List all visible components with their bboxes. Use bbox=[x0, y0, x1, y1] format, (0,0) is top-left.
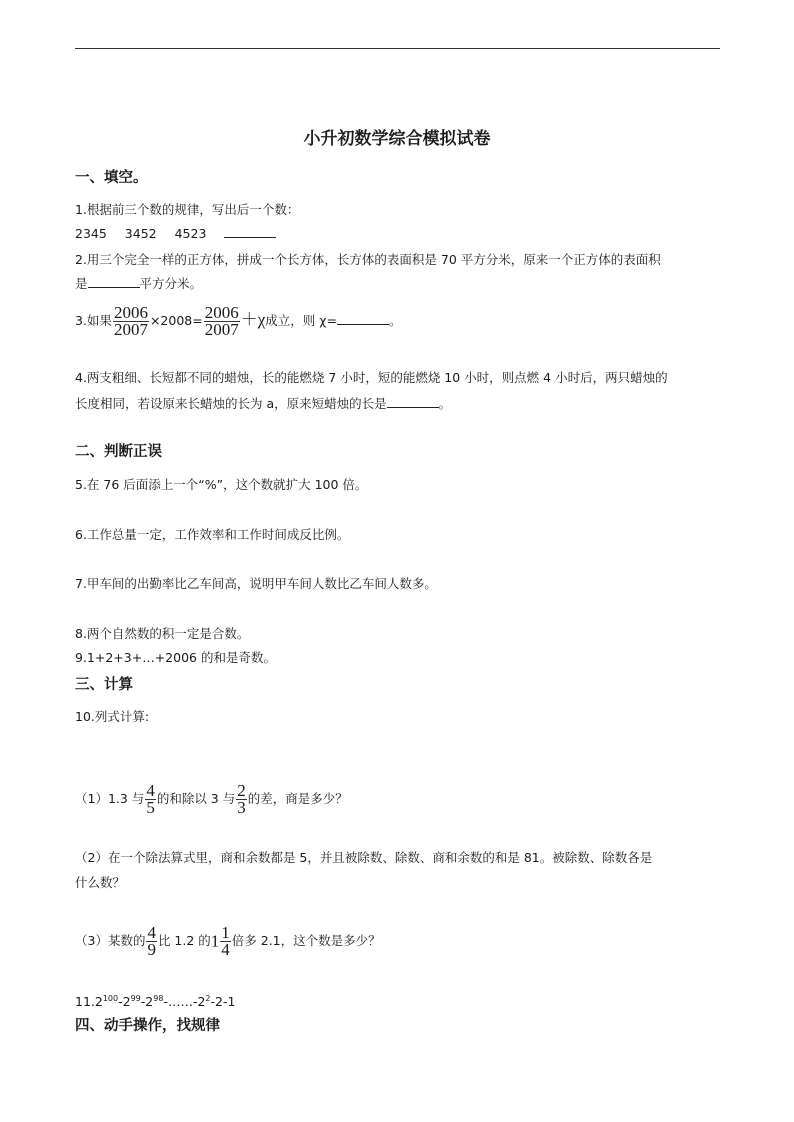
question-1: 1.根据前三个数的规律，写出后一个数： bbox=[75, 202, 300, 217]
numerator: 4 bbox=[147, 923, 156, 942]
denominator: 9 bbox=[147, 940, 156, 959]
denominator: 3 bbox=[237, 798, 246, 817]
fraction bbox=[113, 305, 149, 338]
section-4-heading: 四、动手操作，找规律 bbox=[75, 1018, 220, 1034]
plus-chi: ＋χ bbox=[240, 310, 266, 329]
section-1-heading: 一、填空。 bbox=[75, 170, 148, 186]
denominator: 2007 bbox=[113, 320, 148, 339]
fraction bbox=[146, 925, 157, 958]
question-3-prefix: 3.如果 bbox=[75, 313, 112, 328]
question-8: 8.两个自然数的积一定是合数。 bbox=[75, 626, 250, 641]
answer-blank[interactable] bbox=[88, 274, 140, 288]
q11-term: -2 bbox=[140, 994, 154, 1009]
part-1-text-c: 的差，商是多少？ bbox=[247, 791, 348, 806]
fraction bbox=[220, 925, 231, 958]
section-2-heading: 二、判断正误 bbox=[75, 444, 162, 460]
question-3 bbox=[75, 304, 723, 338]
q11-term: -2 bbox=[118, 994, 131, 1009]
q11-term: -……-2 bbox=[163, 994, 206, 1009]
part-1-text-b: 的和除以 3 与 bbox=[156, 791, 236, 806]
header-rule bbox=[75, 48, 720, 49]
question-2-line2 bbox=[75, 272, 723, 296]
question-2-text-b: 平方分米。 bbox=[139, 276, 203, 291]
question-10-part-3 bbox=[75, 925, 723, 958]
exponent: 98 bbox=[153, 994, 164, 1003]
question-11 bbox=[75, 990, 723, 1014]
question-2: 2.用三个完全一样的正方体，拼成一个长方体，长方体的表面积是 70 平方分米，原来一个正方体的表面积 bbox=[75, 252, 661, 267]
question-7: 7.甲车间的出勤率比乙车间高，说明甲车间人数比乙车间人数多。 bbox=[75, 576, 437, 591]
question-4-line2 bbox=[75, 392, 723, 416]
fraction bbox=[236, 783, 247, 816]
q11-tail: -2-1 bbox=[210, 994, 236, 1009]
part-3-text-b: 比 1.2 的 bbox=[157, 933, 211, 948]
question-3-mid: ×2008= bbox=[149, 313, 203, 328]
question-5: 5.在 76 后面添上一个“%”，这个数就扩大 100 倍。 bbox=[75, 477, 368, 492]
part-3-text-a: （3）某数的 bbox=[75, 933, 146, 948]
answer-blank[interactable] bbox=[387, 394, 439, 408]
exponent: 100 bbox=[102, 994, 119, 1003]
question-6: 6.工作总量一定，工作效率和工作时间成反比例。 bbox=[75, 527, 350, 542]
denominator: 5 bbox=[146, 798, 155, 817]
question-1-sequence bbox=[75, 222, 723, 246]
question-9: 9.1+2+3+…+2006 的和是奇数。 bbox=[75, 650, 276, 665]
denominator: 2007 bbox=[204, 320, 239, 339]
numerator: 4 bbox=[146, 781, 155, 800]
question-4-text: 长度相同，若设原来长蜡烛的长为 a，原来短蜡烛的长是 bbox=[75, 396, 387, 411]
question-4-end: 。 bbox=[438, 396, 452, 411]
question-4: 4.两支粗细、长短都不同的蜡烛，长的能燃烧 7 小时，短的能燃烧 10 小时，则点燃 4 小时后，两只蜡烛的 bbox=[75, 370, 668, 385]
numerator: 2006 bbox=[113, 303, 148, 322]
question-10-part-2-line2: 什么数？ bbox=[75, 875, 126, 890]
page-title: 小升初数学综合模拟试卷 bbox=[303, 129, 491, 149]
question-3-end: 。 bbox=[388, 313, 402, 328]
question-10-part-2: （2）在一个除法算式里，商和余数都是 5，并且被除数、除数、商和余数的和是 81。被除数、除数各是 bbox=[75, 850, 653, 865]
question-10: 10.列式计算: bbox=[75, 709, 150, 724]
numerator: 2 bbox=[237, 781, 246, 800]
part-1-text-a: （1）1.3 与 bbox=[75, 791, 145, 806]
sequence-number-3: 4523 bbox=[174, 226, 207, 241]
answer-blank[interactable] bbox=[337, 311, 389, 325]
section-3-heading: 三、计算 bbox=[75, 677, 133, 693]
answer-blank[interactable] bbox=[224, 224, 276, 238]
numerator: 1 bbox=[221, 923, 230, 942]
numerator: 2006 bbox=[204, 303, 239, 322]
part-3-text-c: 倍多 2.1，这个数是多少？ bbox=[231, 933, 381, 948]
denominator: 4 bbox=[221, 940, 230, 959]
question-2-text-a: 是 bbox=[75, 276, 88, 291]
question-3-suffix: 成立，则 χ= bbox=[265, 313, 337, 328]
exponent: 99 bbox=[130, 994, 141, 1003]
exponent: 2 bbox=[205, 994, 211, 1003]
fraction bbox=[204, 305, 240, 338]
sequence-number-2: 3452 bbox=[124, 226, 157, 241]
mixed-whole: 1 bbox=[210, 931, 220, 951]
question-10-part-1 bbox=[75, 783, 723, 816]
sequence-number-1: 2345 bbox=[75, 226, 107, 241]
fraction bbox=[145, 783, 156, 816]
q11-prefix: 11.2 bbox=[75, 994, 103, 1009]
